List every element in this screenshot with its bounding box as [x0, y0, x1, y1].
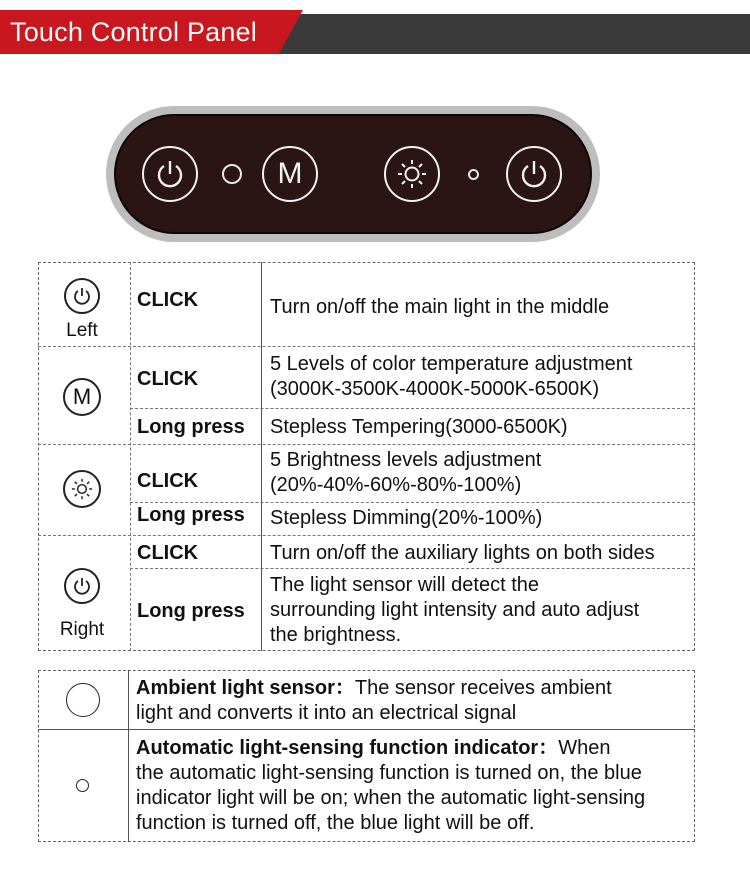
- mode-icon: M: [63, 378, 101, 416]
- panel-brightness-button[interactable]: [384, 146, 440, 202]
- sensor-title: Ambient light sensor: [136, 677, 335, 699]
- position-label-right: Right: [59, 619, 105, 640]
- row-divider: [130, 408, 695, 409]
- sun-icon: [394, 156, 430, 192]
- row-divider: [38, 346, 695, 347]
- indicator-light-icon: [76, 779, 89, 792]
- panel-power-left-button[interactable]: [142, 146, 198, 202]
- ambient-sensor-icon: [66, 683, 100, 717]
- action-description: (3000K-3500K-4000K-5000K-6500K): [270, 378, 600, 400]
- ambient-light-sensor: [222, 164, 242, 184]
- action-description: Stepless Tempering(3000-6500K): [270, 416, 568, 438]
- action-description: the brightness.: [270, 624, 402, 646]
- position-label-left: Left: [66, 320, 98, 341]
- row-divider: [38, 535, 695, 536]
- column-divider: [128, 670, 129, 842]
- panel-power-right-button[interactable]: [506, 146, 562, 202]
- action-label: CLICK: [137, 289, 199, 311]
- action-label: Long press: [137, 504, 245, 526]
- row-divider: [38, 729, 695, 730]
- indicator-description-line: function is turned off, the blue light will be off.: [136, 812, 535, 834]
- column-divider: [130, 262, 131, 651]
- sensor-description-line: Ambient light sensor：The sensor receives ambient: [136, 677, 612, 699]
- action-label: Long press: [137, 600, 245, 622]
- action-description: surrounding light intensity and auto adjust: [270, 599, 640, 621]
- page-title: Touch Control Panel: [10, 17, 257, 47]
- indicator-description-line: the automatic light-sensing function is turned on, the blue: [136, 762, 642, 784]
- action-description: Turn on/off the auxiliary lights on both sides: [270, 542, 655, 564]
- action-label: Long press: [137, 416, 245, 438]
- mode-icon: M: [277, 157, 303, 190]
- row-divider: [130, 568, 695, 569]
- power-icon: [517, 157, 551, 191]
- action-label: CLICK: [137, 470, 199, 492]
- indicator-description-line: indicator light will be on; when the automatic light-sensing: [136, 787, 646, 809]
- action-description: 5 Levels of color temperature adjustment: [270, 353, 633, 375]
- power-icon: [153, 157, 187, 191]
- action-description: Turn on/off the main light in the middle: [270, 296, 610, 318]
- indicator-title: Automatic light-sensing function indicator: [136, 737, 539, 759]
- action-label: CLICK: [137, 368, 199, 390]
- auto-sensing-indicator-light: [468, 169, 479, 180]
- indicator-description-line: Automatic light-sensing function indicator：When: [136, 737, 611, 759]
- column-divider: [261, 262, 262, 651]
- row-divider: [38, 444, 695, 445]
- action-label: CLICK: [137, 542, 199, 564]
- power-icon: [64, 568, 100, 604]
- sensor-description-line: light and converts it into an electrical signal: [136, 702, 517, 724]
- action-description: Stepless Dimming(20%-100%): [270, 507, 543, 529]
- action-description: (20%-40%-60%-80%-100%): [270, 474, 522, 496]
- sun-icon: [63, 470, 101, 508]
- power-icon: [64, 278, 100, 314]
- action-description: 5 Brightness levels adjustment: [270, 449, 542, 471]
- action-description: The light sensor will detect the: [270, 574, 540, 596]
- panel-mode-button[interactable]: [262, 146, 318, 202]
